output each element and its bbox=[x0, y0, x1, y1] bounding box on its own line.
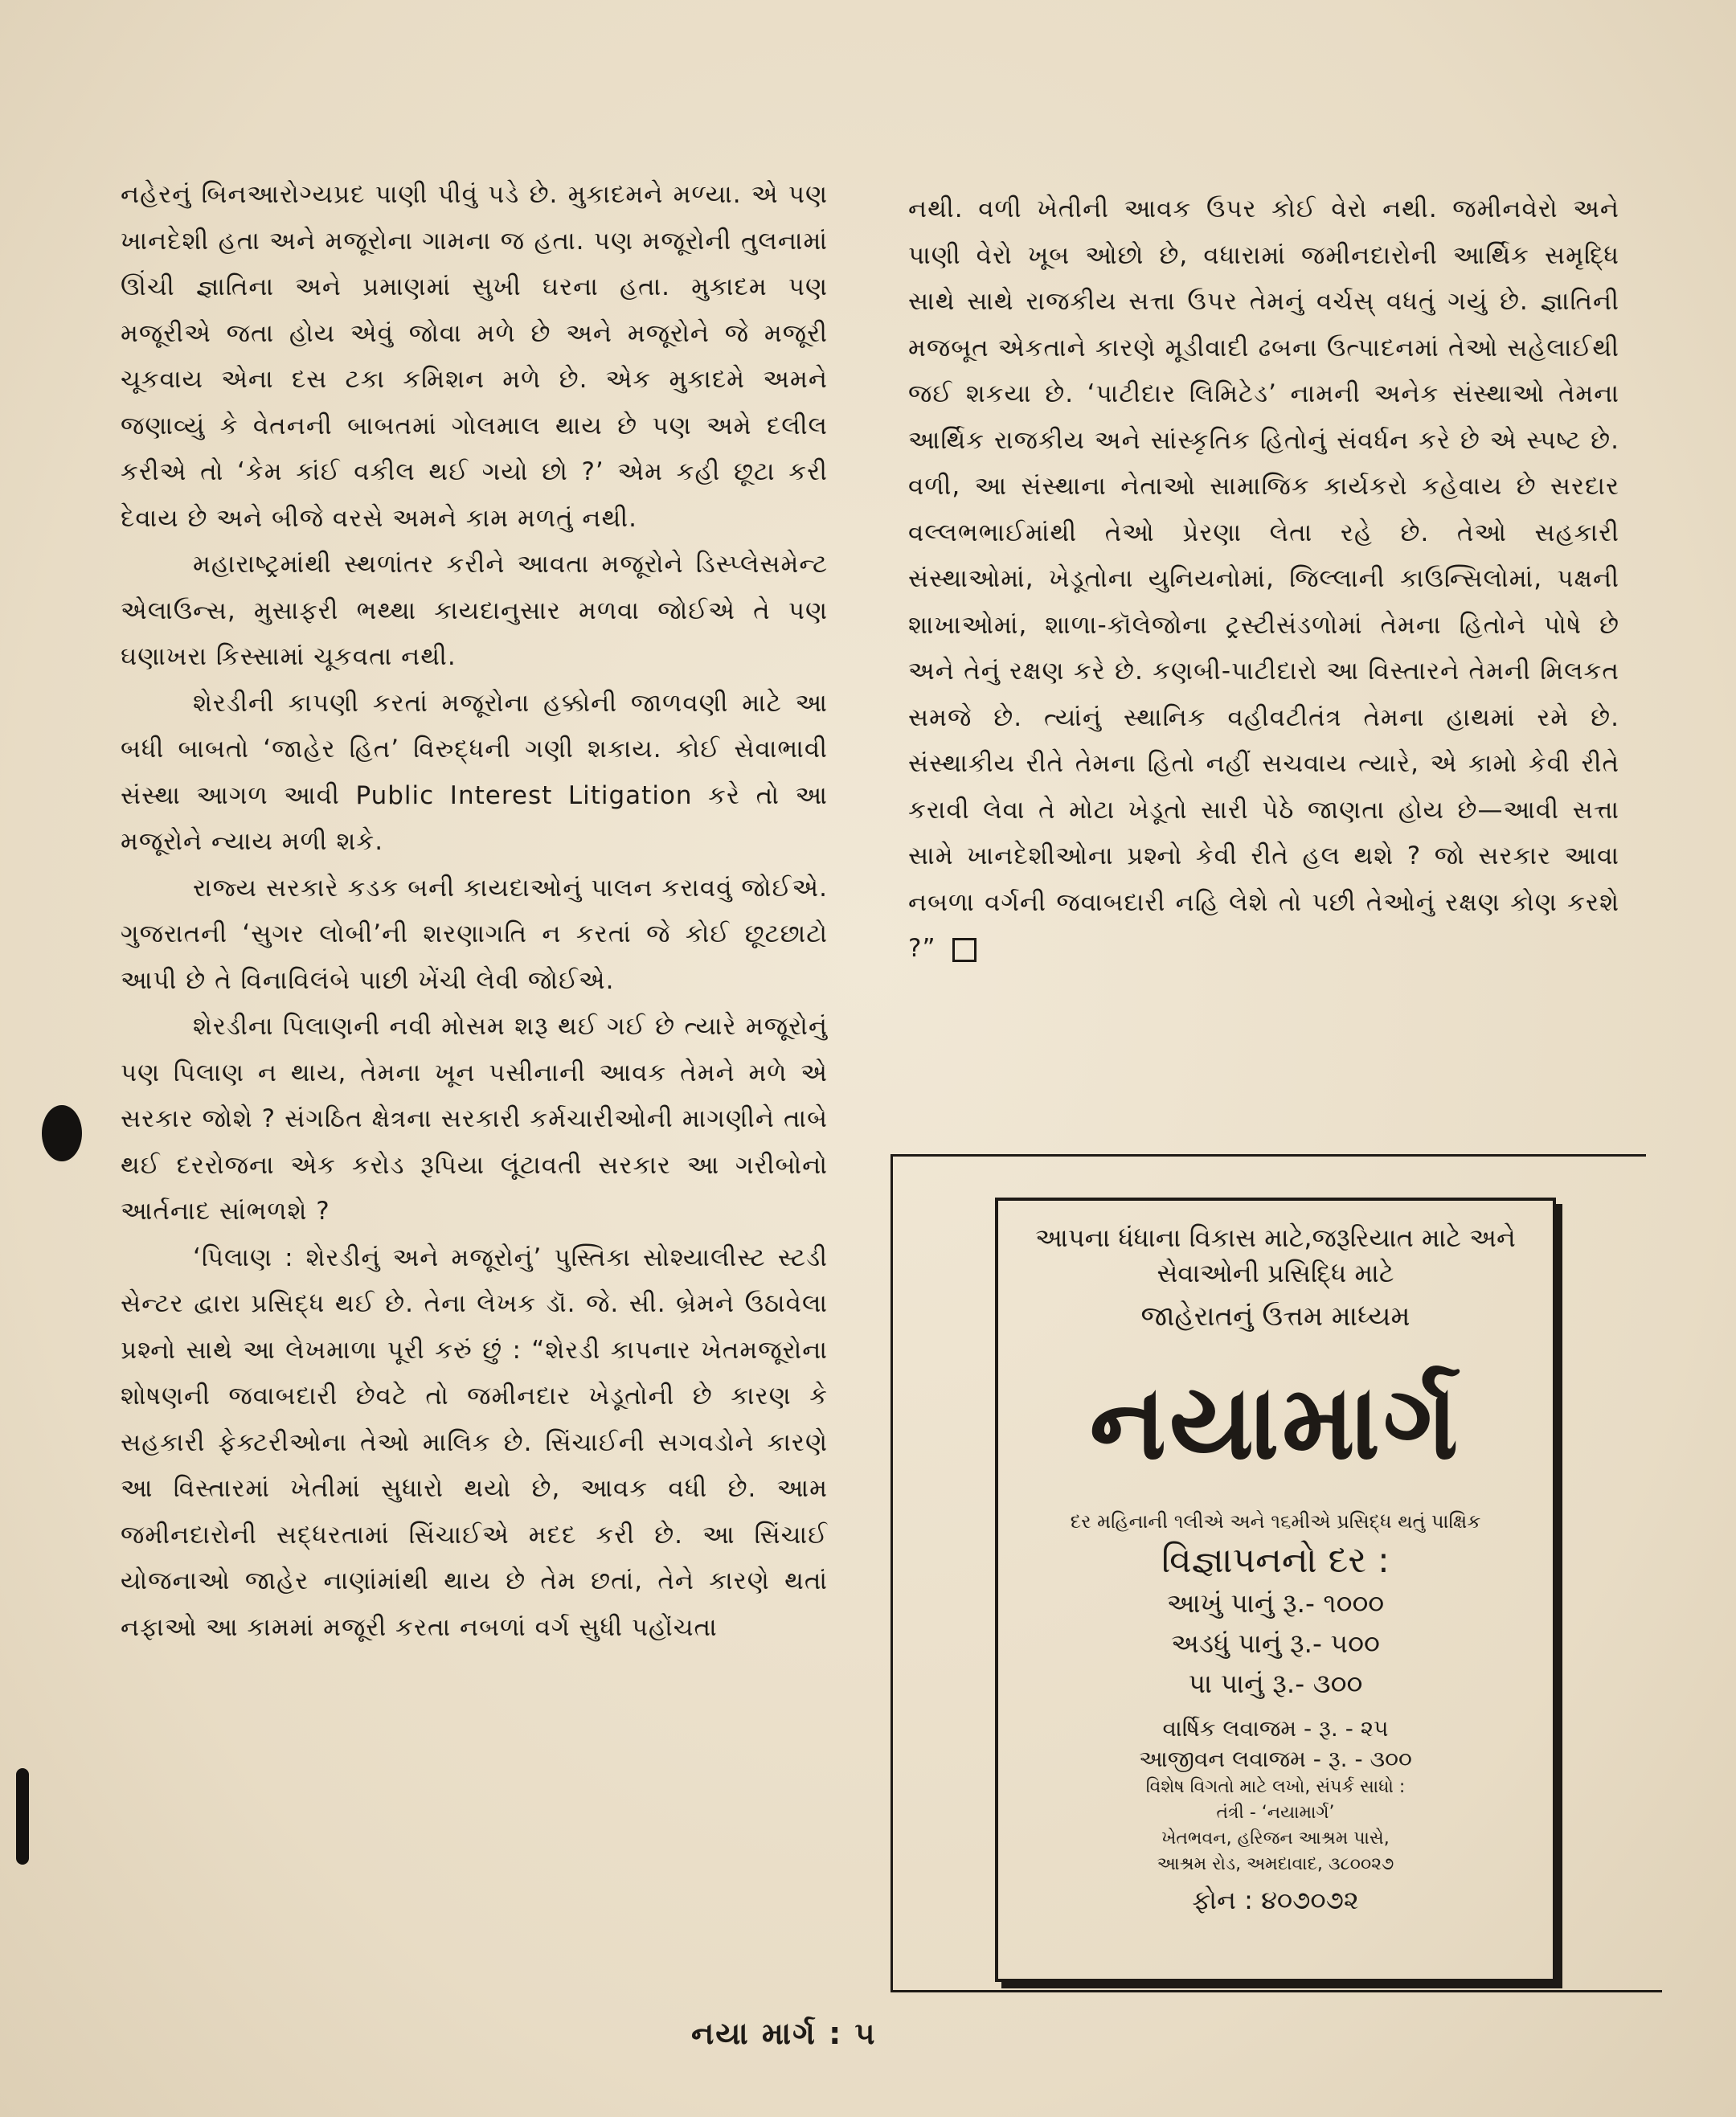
ink-blot bbox=[42, 1105, 82, 1161]
publication-frequency: દર મહિનાની ૧લીએ અને ૧૬મીએ પ્રસિદ્ધ થતું પાક્ષિક bbox=[1070, 1510, 1481, 1533]
lifetime-subscription: આજીવન લવાજમ - રૂ. - ૩૦૦ bbox=[1139, 1746, 1412, 1772]
contact-address: આશ્રમ રોડ, અમદાવાદ, ૩૮૦૦૨૭ bbox=[1157, 1854, 1394, 1874]
paragraph: નહેરનું બિનઆરોગ્યપ્રદ પાણી પીવું પડે છે. મુકાદમને મળ્યા. એ પણ ખાનદેશી હતા અને મજૂરોના ગામના જ હતા. પણ મજૂરોની તુલનામાં ઊંચી જ્ઞાતિના અને પ્રમાણમાં સુખી ઘરના હતા. મુકાદમ પણ મજૂરીએ જતા હોય એવું જોવા મળે છે અને મજૂરોને જે મજૂરી ચૂકવાય એના દસ ટકા કમિશન મળે છે. એક મુકાદમે અમને જણાવ્યું કે વેતનની બાબતમાં ગોલમાલ થાય છે પણ અમે દલીલ કરીએ તો ‘કેમ કાંઈ વકીલ થઈ ગયો છો ?’ એમ કહી છૂટા કરી દેવાય છે અને બીજે વરસે અમને કામ મળતું નથી. bbox=[121, 180, 828, 533]
contact-phone: ફોન : ૪૦૭૦૭૨ bbox=[1192, 1885, 1359, 1915]
contact-address: ખેતભવન, હરિજન આશ્રમ પાસે, bbox=[1161, 1828, 1390, 1849]
paragraph: મહારાષ્ટ્રમાંથી સ્થળાંતર કરીને આવતા મજૂરોને ડિસ્પ્લેસમેન્ટ એલાઉન્સ, મુસાફરી ભથ્થા કાયદાનુસાર મળવા જોઈએ તે પણ ઘણાખરા કિસ્સામાં ચૂકવતા નથી. bbox=[121, 550, 828, 671]
contact-line: વિશેષ વિગતો માટે લખો, સંપર્ક સાધો : bbox=[1145, 1777, 1406, 1797]
paragraph: શેરડીના પિલાણની નવી મોસમ શરૂ થઈ ગઈ છે ત્યારે મજૂરોનું પણ પિલાણ ન થાય, તેમના ખૂન પસીનાની આવક તેમને મળે એ સરકાર જોશે ? સંગઠિત ક્ષેત્રના સરકારી કર્મચારીઓની માગણીને તાબે થઈ દરરોજના એક કરોડ રૂપિયા લૂંટાવતી સરકાર આ ગરીબોનો આર્તનાદ સાંભળશે ? bbox=[121, 1012, 828, 1226]
ad-bottom-rule bbox=[891, 1990, 1662, 1992]
article-left-column bbox=[121, 172, 828, 1651]
advertisement-box bbox=[995, 1198, 1556, 1982]
ad-subtitle: જાહેરાતનું ઉત્તમ માધ્યમ bbox=[1140, 1300, 1410, 1333]
paragraph: શેરડીની કાપણી કરતાં મજૂરોના હક્કોની જાળવણી માટે આ બધી બાબતો ‘જાહેર હિત’ વિરુદ્ધની ગણી શકાય. કોઈ સેવાભાવી સંસ્થા આગળ આવી Public Interest Litigation કરે તો આ મજૂરોને ન્યાય મળી શકે. bbox=[121, 688, 828, 856]
column-divider-top bbox=[891, 1154, 1646, 1157]
ad-border-left bbox=[891, 1154, 893, 1990]
paragraph: ‘પિલાણ : શેરડીનું અને મજૂરોનું’ પુસ્તિકા સોશ્યાલીસ્ટ સ્ટડી સેન્ટર દ્વારા પ્રસિદ્ધ થઈ છે. તેના લેખક ડૉ. જે. સી. બ્રેમને ઉઠાવેલા પ્રશ્નો સાથે આ લેખમાળા પૂરી કરું છું : “શેરડી કાપનાર ખેતમજૂરોના શોષણની જવાબદારી છેવટે તો જમીનદાર ખેડૂતોની છે કારણ કે સહકારી ફેક્ટરીઓના તેઓ માલિક છે. સિંચાઈની સગવડોને કારણે આ વિસ્તારમાં ખેતીમાં સુધારો થયો છે, આવક વધી છે. આમ જમીનદારોની સદ્ધરતામાં સિંચાઈએ મદદ કરી છે. આ સિંચાઈ યોજનાઓ જાહેર નાણાંમાંથી થાય છે તેમ છતાં, તેને કારણે થતાં નફાઓ આ કામમાં મજૂરી કરતા નબળાં વર્ગ સુધી પહોંચતા bbox=[121, 1243, 828, 1642]
rate-half-page: અડધું પાનું રૂ.- ૫૦૦ bbox=[1171, 1628, 1380, 1659]
ad-tagline: આપના ધંધાના વિકાસ માટે,જરૂરિયાત માટે અને સેવાઓની પ્રસિદ્ધિ માટે bbox=[1035, 1222, 1516, 1288]
paragraph: નથી. વળી ખેતીની આવક ઉપર કોઈ વેરો નથી. જમીનવેરો અને પાણી વેરો ખૂબ ઓછો છે, વધારામાં જમીનદારોની આર્થિક સમૃદ્ધિ સાથે સાથે રાજકીય સત્તા ઉપર તેમનું વર્ચસ્ વધતું ગયું છે. જ્ઞાતિની મજબૂત એકતાને કારણે મૂડીવાદી ઢબના ઉત્પાદનમાં તેઓ સહેલાઈથી જઈ શકયા છે. ‘પાટીદાર લિમિટેડ’ નામની અનેક સંસ્થાઓ તેમના આર્થિક રાજકીય અને સાંસ્કૃતિક હિતોનું સંવર્ધન કરે છે એ સ્પષ્ટ છે. વળી, આ સંસ્થાના નેતાઓ સામાજિક કાર્યકરો કહેવાય છે સરદાર વલ્લભભાઈમાંથી તેઓ પ્રેરણા લેતા રહે છે. તેઓ સહકારી સંસ્થાઓમાં, ખેડૂતોના યુનિયનોમાં, જિલ્લાની કાઉન્સિલોમાં, પક્ષની શાખાઓમાં, શાળા-કૉલેજોના ટ્રસ્ટીસંડળોમાં તેમના હિતોને પોષે છે અને તેનું રક્ષણ કરે છે. કણબી-પાટીદારો આ વિસ્તારને તેમની મિલકત સમજે છે. ત્યાંનું સ્થાનિક વહીવટીતંત્ર તેમના હાથમાં રમે છે. સંસ્થાકીય રીતે તેમના હિતો નહીં સચવાય ત્યારે, એ કામો કેવી રીતે કરાવી લેવા તે મોટા ખેડૂતો સારી પેઠે જાણતા હોય છે—આવી સત્તા સામે ખાનદેશીઓના પ્રશ્નો કેવી રીતે હલ થશે ? જો સરકાર આવા નબળા વર્ગની જવાબદારી નહિ લેશે તો પછી તેઓનું રક્ષણ કોણ કરશે ?” bbox=[908, 195, 1619, 963]
masthead-logo: નયામાર્ગ bbox=[1089, 1363, 1462, 1483]
page-footer: નયા માર્ગ : ૫ bbox=[691, 2016, 877, 2051]
paragraph: રાજ્ય સરકારે કડક બની કાયદાઓનું પાલન કરાવવું જોઈએ. ગુજરાતની ‘સુગર લોબી’ની શરણાગતિ ન કરતાં જે કોઈ છૂટછાટો આપી છે તે વિનાવિલંબે પાછી ખેંચી લેવી જોઈએ. bbox=[121, 873, 828, 995]
article-right-column bbox=[908, 186, 1619, 973]
rate-quarter-page: પા પાનું રૂ.- ૩૦૦ bbox=[1188, 1668, 1363, 1699]
ink-blot bbox=[16, 1768, 29, 1865]
annual-subscription: વાર્ષિક લવાજમ - રૂ. - ૨૫ bbox=[1162, 1715, 1389, 1742]
ad-rates-title: વિજ્ઞાપનનો દર : bbox=[1161, 1540, 1390, 1581]
end-of-article-marker bbox=[952, 938, 976, 962]
rate-full-page: આખું પાનું રૂ.- ૧૦૦૦ bbox=[1166, 1587, 1385, 1619]
contact-editor: તંત્રી - ‘નયામાર્ગ’ bbox=[1216, 1803, 1335, 1823]
